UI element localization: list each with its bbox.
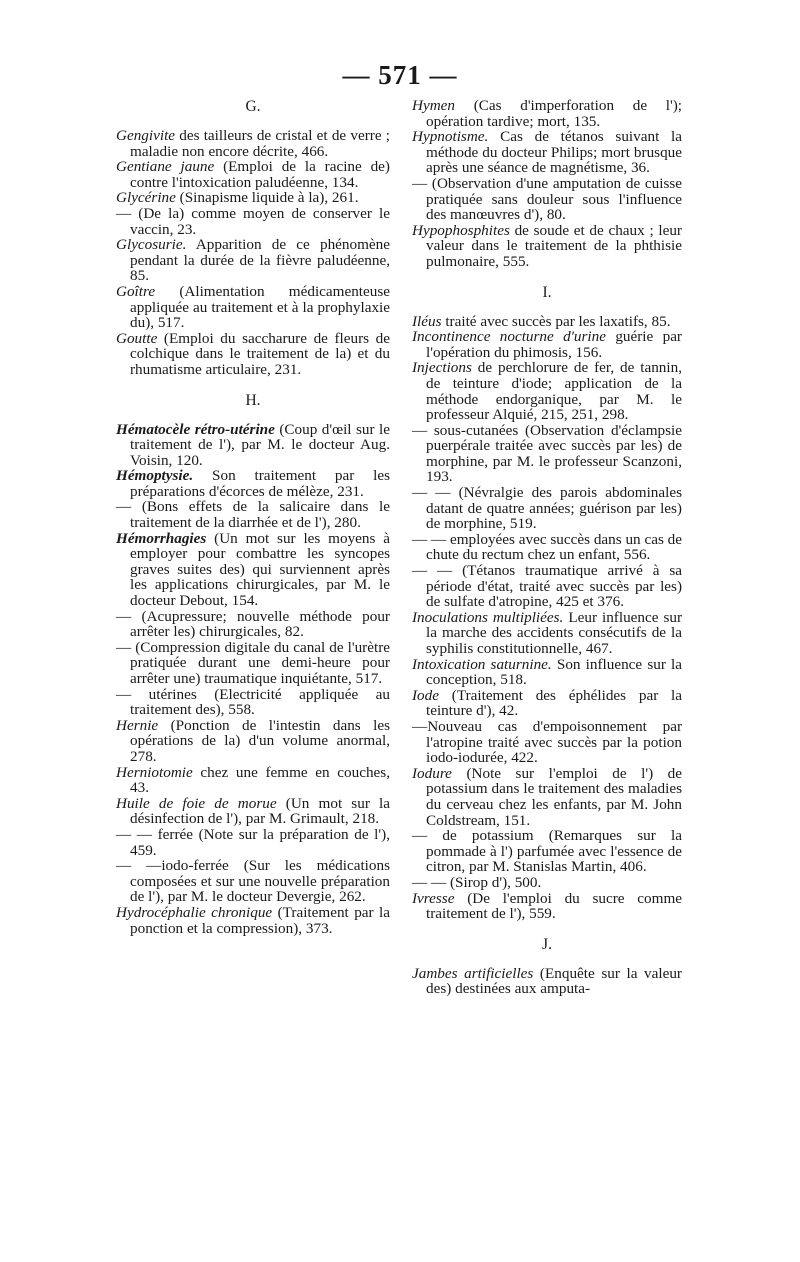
index-entry — [412, 129, 682, 176]
entry-term: Ivresse — [412, 889, 455, 907]
index-entry — [116, 687, 390, 718]
index-entry — [116, 422, 390, 469]
entry-term: Hypophosphites — [412, 221, 510, 239]
index-entry — [412, 875, 682, 891]
left-column — [116, 98, 390, 936]
entry-text: — — (Sirop d'), 500. — [412, 873, 542, 891]
index-entry — [412, 314, 682, 330]
index-entry — [412, 360, 682, 422]
entry-term: Iodure — [412, 764, 452, 782]
index-entry — [412, 688, 682, 719]
index-entry — [116, 499, 390, 530]
index-entry — [116, 190, 390, 206]
index-entry — [412, 891, 682, 922]
entry-text: (Coup d'œil sur le traitement de l'), par M. le docteur Aug. Voisin, 120. — [130, 420, 391, 469]
entry-term: Glycosurie. — [116, 236, 187, 254]
entry-text: (Traitement par la ponction et la compression), 373. — [130, 903, 391, 937]
entry-text: — (Compression digitale du canal de l'urètre pratiquée durant une demi-heure pour arrêter une) traumatique inquiétante, 517. — [116, 638, 390, 687]
entry-term: Hydrocéphalie chronique — [116, 903, 273, 921]
index-entry — [116, 237, 390, 284]
entry-term: Hypnotisme. — [412, 128, 489, 146]
entry-term: Hémoptysie. — [116, 467, 194, 485]
entry-text: (Un mot sur les moyens à employer pour combattre les syncopes graves suites des) qui surviennent après les applications chirurgicales, par M. le docteur Debout, 154. — [130, 529, 390, 610]
entry-term: Huile de foie de morue — [116, 794, 277, 812]
index-entry — [116, 128, 390, 159]
index-entry — [116, 796, 390, 827]
entry-text: (Note sur l'emploi de l') de potassium dans le traitement des maladies du cerveau chez les enfants, par M. John Coldstream, 151. — [426, 764, 682, 829]
entry-term: Incontinence nocturne d'urine — [412, 328, 606, 346]
index-entry — [116, 718, 390, 765]
index-entry — [116, 331, 390, 378]
section-letter: H. — [245, 391, 261, 409]
entry-text: — (Bons effets de la salicaire dans le traitement de la diarrhée et de l'), 280. — [116, 498, 390, 532]
index-entry — [116, 905, 390, 936]
entry-text: des tailleurs de cristal et de verre ; maladie non encore décrite, 466. — [130, 127, 390, 160]
entry-term: Inoculations multipliées. — [412, 608, 564, 626]
entry-text: — — (Névralgie des parois abdominales datant de quatre années; guérison par les) de morphine, 519. — [412, 484, 682, 533]
entry-text: — — employées avec succès dans un cas de chute du rectum chez un enfant, 556. — [412, 530, 682, 564]
entry-text: (Traitement des éphélides par la teinture d'), 42. — [426, 686, 682, 720]
index-entry — [412, 329, 682, 360]
index-entry — [412, 563, 682, 610]
entry-text: Son influence sur la conception, 518. — [426, 655, 682, 689]
index-entry — [412, 532, 682, 563]
index-entry — [412, 766, 682, 828]
index-entry — [412, 223, 682, 270]
entry-text: de soude et de chaux ; leur valeur dans le traitement de la phthisie pulmonaire, 555. — [426, 221, 682, 270]
entry-text: (Emploi de la racine de) contre l'intoxication paludéenne, 134. — [130, 158, 390, 191]
entry-text: (De l'emploi du sucre comme traitement de l'), 559. — [426, 889, 682, 923]
entry-text: — —iodo-ferrée (Sur les médications composées et sur une nouvelle préparation de l'), par M. le docteur Devergie, 262. — [116, 857, 390, 906]
entry-term: Iode — [412, 686, 439, 704]
entry-term: Jambes artificielles — [412, 964, 534, 982]
entry-text: — — ferrée (Note sur la préparation de l'), 459. — [116, 825, 390, 859]
entry-text: chez une femme en couches, 43. — [130, 763, 390, 797]
section-letter: J. — [542, 935, 552, 953]
right-column — [412, 98, 682, 997]
index-entry — [116, 531, 390, 609]
entry-term: Intoxication saturnine. — [412, 655, 552, 673]
entry-term: Goître — [116, 282, 156, 300]
entry-term: Gentiane jaune — [116, 158, 215, 176]
entry-text: — de potassium (Remarques sur la pommade à l') parfumée avec l'essence de citron, par M. Stanislas Martin, 406. — [412, 827, 682, 876]
entry-text: — sous-cutanées (Observation d'éclampsie puerpérale traitée avec succès par les) de morphine, par M. le professeur Scanzoni, 193. — [412, 421, 682, 486]
entry-text: (Ponction de l'intestin dans les opérations de la) d'un volume anormal, 278. — [130, 716, 390, 765]
entry-text: de perchlorure de fer, de tannin, de teinture d'iode; application de la méthode endorganique, par M. le professeur Alquié, 215, 251, 298. — [426, 359, 682, 424]
entry-text: (Cas d'imperforation de l'); opération tardive; mort, 135. — [426, 97, 682, 130]
index-entry — [116, 765, 390, 796]
entry-text: —Nouveau cas d'empoisonnement par l'atropine traité avec succès par la potion iodo-iodurée, 422. — [412, 717, 682, 767]
index-entry — [412, 485, 682, 532]
entry-text: Apparition de ce phénomène pendant la durée de la fièvre paludéenne, 85. — [130, 236, 390, 285]
index-entry — [412, 423, 682, 485]
index-entry — [412, 719, 682, 766]
entry-text: (Un mot sur la désinfection de l'), par M. Grimault, 218. — [130, 794, 390, 828]
entry-term: Goutte — [116, 329, 158, 347]
index-entry — [116, 284, 390, 331]
entry-term: Gengivite — [116, 127, 176, 144]
entry-term: Iléus — [412, 312, 442, 330]
entry-term: Glycérine — [116, 189, 176, 207]
entry-text: — (Observation d'une amputation de cuisse pratiquée sans douleur sous l'influence des manœuvres d'), 80. — [412, 174, 682, 224]
index-entry — [116, 827, 390, 858]
entry-text: guérie par l'opération du phimosis, 156. — [426, 328, 682, 361]
entry-term: Hymen — [412, 97, 456, 114]
index-entry — [412, 176, 682, 223]
index-entry — [116, 640, 390, 687]
entry-term: Hémorrhagies — [116, 529, 207, 547]
index-entry — [116, 206, 390, 237]
entry-text: — — (Tétanos traumatique arrivé à sa période d'état, traité avec succès par les) de sulfate d'atropine, 425 et 376. — [412, 562, 682, 611]
entry-text: — (De la) comme moyen de conserver le vaccin, 23. — [116, 204, 390, 238]
entry-term: Injections — [412, 359, 472, 377]
entry-term: Herniotomie — [116, 763, 193, 781]
entry-text: (Sinapisme liquide à la), 261. — [175, 189, 359, 207]
page-number: — 571 — — [342, 60, 458, 90]
index-entry — [116, 468, 390, 499]
entry-text: — utérines (Electricité appliquée au traitement des), 558. — [116, 685, 390, 719]
index-entry — [412, 966, 682, 997]
index-entry — [412, 657, 682, 688]
index-entry — [412, 828, 682, 875]
entry-text: Cas de tétanos suivant la méthode du docteur Philips; mort brusque après une séance de magnétisme, 36. — [426, 128, 682, 177]
entry-text: (Alimentation médicamenteuse appliquée au traitement et à la prophylaxie du), 517. — [130, 282, 390, 332]
index-entry — [412, 610, 682, 657]
index-entry — [116, 858, 390, 905]
entry-text: Leur influence sur la marche des accidents consécutifs de la syphilis constitutionnelle, 467. — [426, 608, 683, 657]
entry-text: (Emploi du saccharure de fleurs de colchique dans le traitement de la) et du rhumatisme articulaire, 231. — [130, 329, 390, 378]
entry-text: — (Acupressure; nouvelle méthode pour arrêter les) chirurgicales, 82. — [116, 607, 390, 641]
entry-text: traité avec succès par les laxatifs, 85. — [441, 312, 671, 330]
index-entry — [116, 159, 390, 190]
entry-term: Hernie — [116, 716, 159, 734]
entry-term: Hématocèle rétro-utérine — [116, 420, 275, 438]
entry-text: Son traitement par les préparations d'écorces de mélèze, 231. — [130, 467, 390, 500]
entry-text: (Enquête sur la valeur des) destinées aux amputa- — [426, 964, 682, 998]
index-entry — [116, 609, 390, 640]
section-letter: I. — [542, 283, 552, 301]
section-letter: G. — [245, 98, 261, 115]
index-entry — [412, 98, 682, 129]
